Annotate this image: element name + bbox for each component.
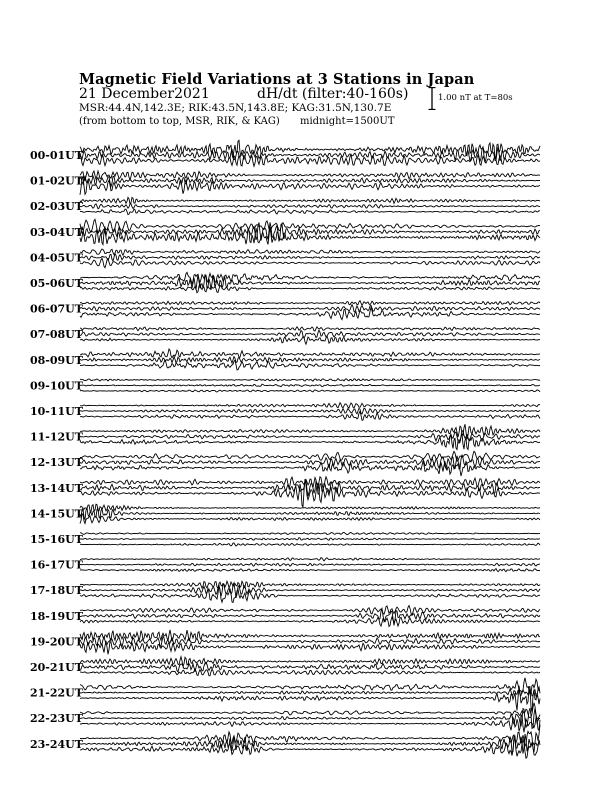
trace-rik (80, 708, 540, 728)
hour-label: 05-06UT (30, 277, 83, 290)
trace-kag (80, 177, 540, 195)
scale-label: 1.00 nT at T=80s (438, 93, 513, 103)
trace-rik (80, 357, 540, 363)
hour-label: 11-12UT (30, 430, 83, 444)
trace-rik (80, 274, 540, 290)
hour-label: 08-09UT (30, 353, 83, 367)
trace-kag (80, 360, 540, 370)
trace-msr (80, 349, 540, 358)
hour-label: 07-08UT (30, 328, 83, 342)
hour-label: 10-11UT (30, 405, 83, 418)
trace-rik (80, 408, 540, 414)
hour-label: 15-16UT (30, 533, 83, 546)
hour-label: 09-10UT (30, 379, 83, 393)
trace-kag (80, 336, 540, 344)
trace-rik (80, 636, 540, 647)
hour-label: 03-04UT (30, 225, 83, 239)
hour-label: 16-17UT (30, 558, 83, 572)
trace-msr (80, 379, 540, 382)
trace-msr (80, 272, 540, 283)
trace-rik (80, 254, 540, 261)
trace-msr (80, 197, 540, 204)
chart-date: 21 December2021 (79, 86, 210, 102)
hour-label: 17-18UT (30, 584, 83, 598)
chart-title: Magnetic Field Variations at 3 Stations in Japan (79, 71, 475, 88)
trace-msr (80, 327, 540, 331)
trace-kag (80, 543, 540, 546)
trace-kag (80, 227, 540, 245)
hour-label: 23-24UT (30, 737, 83, 751)
hour-label: 02-03UT (30, 200, 83, 214)
hour-label: 06-07UT (30, 302, 83, 316)
hour-label: 04-05UT (30, 251, 83, 265)
hour-label: 20-21UT (30, 661, 83, 674)
hour-label: 14-15UT (30, 507, 83, 521)
trace-kag (80, 209, 540, 215)
trace-kag (80, 686, 540, 713)
trace-msr (80, 301, 540, 306)
hour-label: 18-19UT (30, 609, 83, 623)
trace-msr (80, 657, 540, 667)
trace-rik (80, 305, 540, 312)
trace-kag (80, 669, 540, 676)
trace-rik (80, 508, 540, 520)
trace-msr (80, 403, 540, 408)
station-order-note: (from bottom to top, MSR, RIK, & KAG) (79, 116, 280, 127)
trace-msr (80, 558, 540, 561)
trace-msr (80, 581, 540, 588)
trace-kag (80, 390, 540, 392)
trace-msr (80, 533, 540, 535)
hour-label: 01-02UT (30, 174, 83, 188)
trace-kag (80, 514, 540, 524)
chart-filter: dH/dt (filter:40-160s) (257, 86, 409, 102)
trace-kag (80, 641, 540, 655)
trace-kag (80, 739, 540, 758)
hour-label: 00-01UT (30, 149, 83, 162)
trace-kag (80, 258, 540, 267)
trace-kag (80, 617, 540, 627)
trace-msr (80, 171, 540, 180)
trace-rik (80, 330, 540, 338)
trace-msr (80, 249, 540, 255)
hour-label: 12-13UT (30, 456, 83, 470)
station-coordinates: MSR:44.4N,142.3E; RIK:43.5N,143.8E; KAG:31.5N,130.7E (79, 102, 392, 114)
trace-msr (80, 606, 540, 615)
trace-rik (80, 204, 540, 209)
trace-rik (80, 538, 540, 541)
trace-msr (80, 703, 540, 719)
trace-rik (80, 384, 540, 387)
trace-msr (80, 504, 540, 512)
trace-kag (80, 569, 540, 572)
trace-kag (80, 586, 540, 602)
hour-label: 13-14UT (30, 481, 83, 495)
midnight-note: midnight=1500UT (300, 116, 395, 127)
trace-msr (80, 725, 540, 753)
hour-label: 21-22UT (30, 686, 83, 700)
trace-msr (80, 678, 540, 695)
trace-rik (80, 563, 540, 566)
trace-kag (80, 461, 540, 476)
hour-label: 22-23UT (30, 712, 83, 726)
hour-label: 19-20UT (30, 635, 83, 649)
trace-kag (80, 411, 540, 420)
